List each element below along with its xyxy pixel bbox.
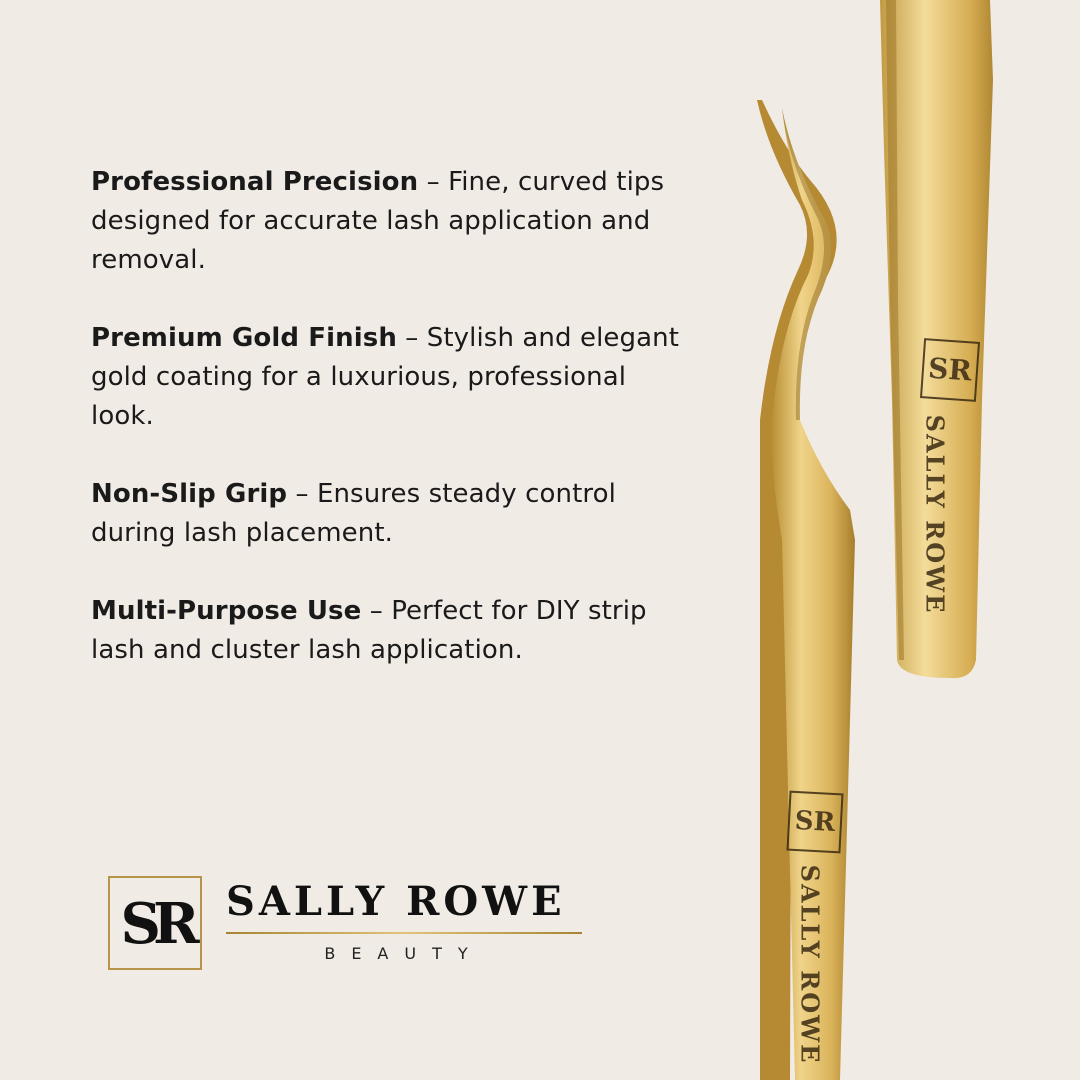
engraving-name: SALLY ROWE [920,414,950,615]
feature-title: Non-Slip Grip [91,479,288,509]
feature-title: Multi-Purpose Use [91,596,362,626]
logo-divider [226,932,582,934]
feature-item [91,319,691,436]
feature-text: – Ensures steady control during lash placement. [91,479,616,548]
engraving-name: SALLY ROWE [795,864,825,1065]
engraving-monogram: SR [786,791,843,854]
brand-name: SALLY ROWE [226,878,566,925]
feature-list [91,163,691,709]
feature-item [91,475,691,553]
feature-text: – Perfect for DIY strip lash and cluster lash application. [91,596,647,665]
feature-title: Professional Precision [91,167,419,197]
logo-monogram-box [108,876,202,970]
feature-title: Premium Gold Finish [91,323,397,353]
feature-text: – Stylish and elegant gold coating for a luxurious, professional look. [91,323,679,431]
tweezers-illustration [700,0,1080,1080]
brand-tagline: BEAUTY [324,944,484,963]
feature-item [91,163,691,280]
feature-item [91,592,691,670]
brand-logo [108,876,588,976]
engraving-monogram: SR [920,338,980,402]
tweezers-image [700,0,1080,1080]
feature-text: – Fine, curved tips designed for accurate lash application and removal. [91,167,665,275]
logo-monogram: SR [120,891,192,957]
